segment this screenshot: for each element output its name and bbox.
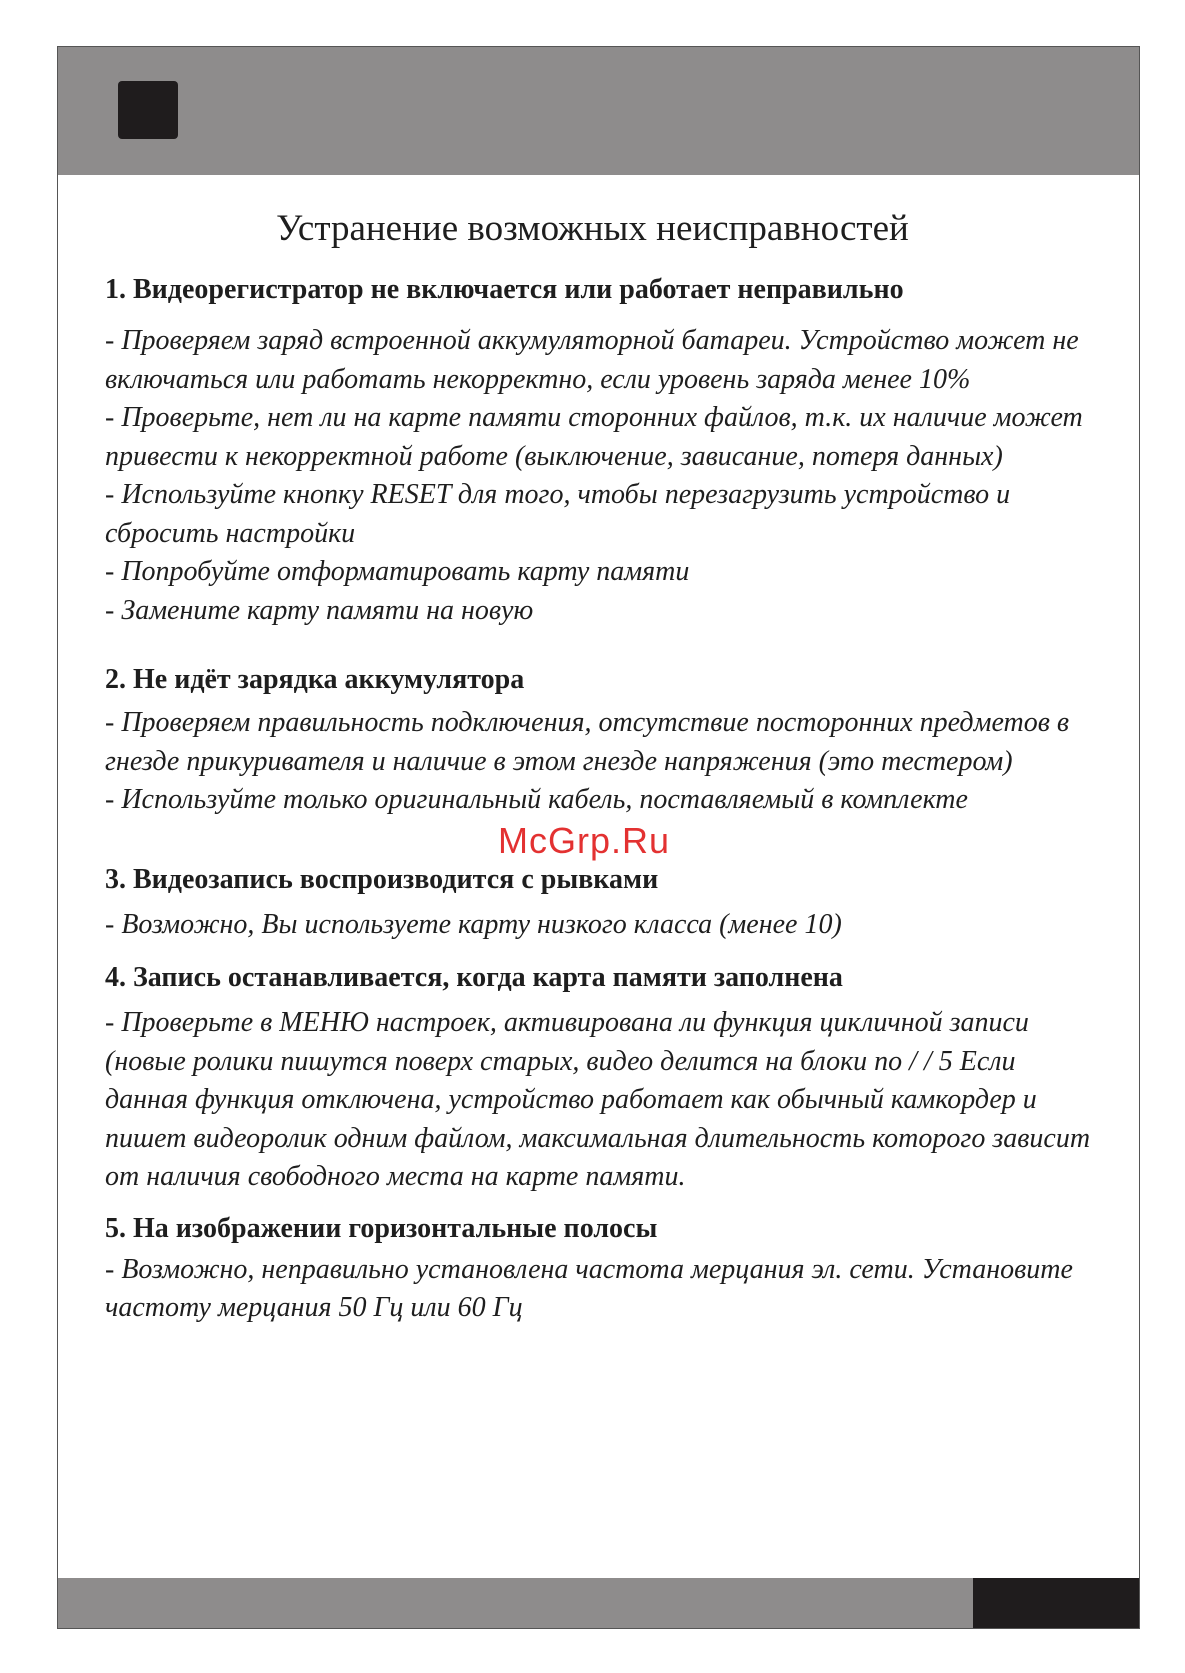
list-item: - Замените карту памяти на новую [105,594,534,626]
section-5 [105,1209,1105,1328]
section-heading: 5. На изображении горизонтальные полосы [105,1212,658,1244]
list-item: - Проверяем правильность подключения, отсутствие посторонних предметов в гнезде прикуривателя и наличие в этом гнезде напряжения (это тестером) [105,707,1070,777]
footer-page-block [973,1578,1139,1628]
section-3 [105,860,1105,945]
header-square-marker [118,81,178,139]
page-title: Устранение возможных неисправностей [276,208,909,249]
watermark-text: McGrp.Ru [498,820,671,861]
section-4 [105,958,1105,1197]
list-item: - Проверьте в МЕНЮ настроек, активирована ли функция цикличной записи (новые ролики пишутся поверх старых, видео делится на блоки по / / 5 Если данная функция отключена, устройство работает как обычный камкордер и пишет видеоролик одним файлом, максимальная длительность которого зависит от наличия свободного места на карте памяти. [105,1007,1091,1192]
section-heading: 2. Не идёт зарядка аккумулятора [105,664,525,695]
section-heading: 3. Видеозапись воспроизводится с рывками [105,863,659,895]
list-item: - Используйте только оригинальный кабель, поставляемый в комплекте [105,784,968,815]
header-bar [58,47,1139,175]
list-item: - Проверяем заряд встроенной аккумуляторной батареи. Устройство может не включаться или работать некорректно, если уровень заряда менее 10% [105,325,1079,395]
list-item: - Проверьте, нет ли на карте памяти сторонних файлов, т.к. их наличие может привести к некорректной работе (выключение, зависание, потеря данных) [105,402,1083,472]
content [105,270,1105,1328]
list-item: - Попробуйте отформатировать карту памяти [105,556,690,587]
list-item: - Используйте кнопку RESET для того, чтобы перезагрузить устройство и сбросить настройки [105,479,1011,549]
list-item: - Возможно, неправильно установлена частота мерцания эл. сети. Установите частоту мерцания 50 Гц или 60 Гц [105,1253,1073,1323]
section-heading: 4. Запись останавливается, когда карта памяти заполнена [105,962,843,993]
list-item: - Возможно, Вы используете карту низкого класса (менее 10) [105,908,842,940]
section-heading: 1. Видеорегистратор не включается или работает неправильно [105,274,904,305]
section-2 [105,660,1105,820]
section-1 [105,270,1105,630]
